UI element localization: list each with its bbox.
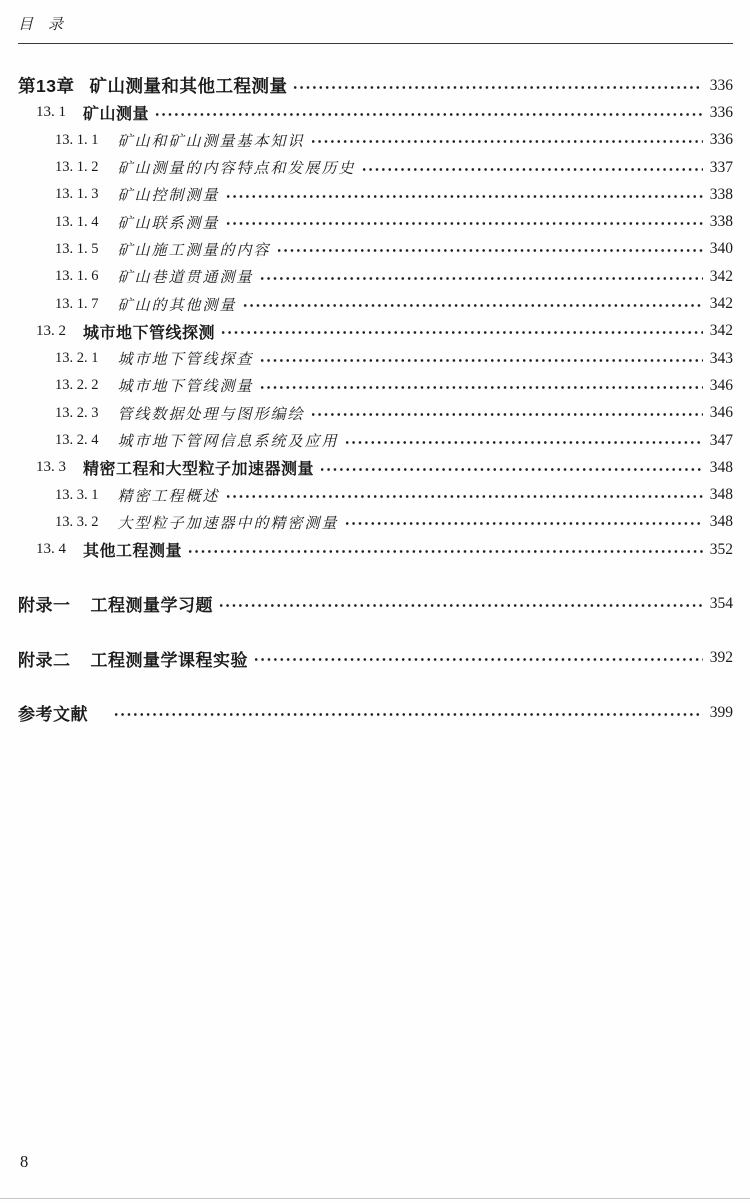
toc-list (0, 72, 750, 726)
toc-entry (18, 318, 733, 345)
dot-leader (187, 548, 703, 555)
toc-entry-number: 13. 1. 4 (55, 213, 99, 230)
header-title: 目 录 (18, 17, 64, 33)
toc-entry (18, 427, 733, 454)
toc-entry-page: 342 (709, 322, 733, 340)
toc-entry (18, 645, 733, 672)
toc-entry (18, 290, 733, 317)
toc-entry (18, 72, 733, 99)
dot-leader (225, 220, 703, 227)
toc-entry-number: 附录一 (18, 596, 71, 616)
toc-entry-page: 346 (709, 404, 733, 422)
header-rule (18, 43, 733, 44)
dot-leader (292, 84, 702, 91)
toc-entry-title: 矿山和矿山测量基本知识 (117, 133, 305, 150)
dot-leader (220, 329, 703, 336)
toc-entry-number: 13. 1 (36, 104, 66, 121)
toc-entry-page: 399 (709, 703, 733, 721)
toc-entry (18, 509, 733, 536)
toc-entry-number: 13. 1. 5 (55, 240, 99, 257)
dot-leader (218, 602, 703, 609)
toc-entry-number: 13. 2. 1 (55, 350, 99, 367)
dot-leader (225, 493, 703, 500)
toc-entry-title: 城市地下管线测量 (117, 379, 254, 396)
toc-entry (18, 536, 733, 563)
toc-entry-page: 352 (709, 540, 733, 558)
dot-leader (276, 247, 703, 254)
dot-leader (361, 166, 703, 173)
toc-entry-number: 13. 3. 1 (55, 486, 99, 503)
toc-entry-number: 参考文献 (18, 705, 88, 725)
dot-leader (310, 411, 703, 418)
toc-entry (18, 99, 733, 126)
toc-entry-page: 392 (709, 649, 733, 667)
toc-entry-page: 337 (709, 158, 733, 176)
page-header (0, 0, 750, 44)
toc-entry-number: 13. 2 (36, 322, 66, 339)
toc-entry-title: 管线数据处理与图形编绘 (117, 406, 305, 423)
toc-entry-title: 精密工程概述 (117, 488, 220, 505)
dot-leader (310, 138, 703, 145)
toc-entry (18, 372, 733, 399)
toc-entry-page: 354 (709, 594, 733, 612)
toc-entry (18, 181, 733, 208)
toc-entry-page: 336 (709, 76, 733, 94)
toc-entry (18, 590, 733, 617)
footer-page-number: 8 (20, 1152, 29, 1171)
toc-entry-page: 342 (709, 295, 733, 313)
toc-entry-title: 矿山控制测量 (117, 188, 220, 205)
toc-entry-page: 343 (709, 349, 733, 367)
toc-entry (18, 236, 733, 263)
toc-entry-title: 大型粒子加速器中的精密测量 (117, 515, 339, 532)
toc-entry-title: 矿山的其他测量 (117, 297, 237, 314)
dot-leader (259, 357, 703, 364)
toc-entry-title: 矿山测量 (83, 106, 150, 124)
toc-entry-page: 340 (709, 240, 733, 258)
toc-entry-page: 338 (709, 185, 733, 203)
dot-leader (344, 439, 703, 446)
toc-entry-page: 336 (709, 103, 733, 121)
dot-leader (344, 520, 703, 527)
scan-bottom-edge (0, 1198, 750, 1199)
toc-entry-title: 工程测量学课程实验 (90, 650, 248, 670)
toc-entry-number: 附录二 (18, 650, 71, 670)
toc-entry-title: 工程测量学习题 (90, 596, 213, 616)
toc-entry-number: 13. 2. 4 (55, 432, 99, 448)
toc-entry (18, 481, 733, 508)
toc-entry-page: 348 (709, 458, 733, 476)
toc-entry-title: 矿山测量和其他工程测量 (89, 76, 288, 97)
toc-entry-title: 精密工程和大型粒子加速器测量 (83, 461, 315, 479)
dot-leader (113, 711, 703, 718)
toc-entry-title: 城市地下管线探测 (83, 324, 216, 342)
toc-entry-number: 13. 1. 1 (55, 131, 99, 148)
toc-entry-number: 13. 3 (36, 459, 66, 476)
toc-entry-number: 13. 2. 2 (55, 377, 99, 394)
toc-entry-number: 13. 1. 6 (55, 268, 99, 285)
toc-entry-title: 其他工程测量 (83, 543, 183, 561)
dot-leader (259, 384, 703, 391)
toc-entry-title: 矿山巷道贯通测量 (117, 270, 254, 287)
toc-entry-page: 347 (709, 431, 733, 449)
toc-entry (18, 263, 733, 290)
toc-entry-page: 338 (709, 213, 733, 231)
toc-entry-page: 346 (709, 376, 733, 394)
toc-entry (18, 699, 733, 726)
toc-entry-title: 矿山联系测量 (117, 215, 220, 232)
toc-entry-number: 13. 1. 2 (55, 159, 99, 176)
dot-leader (259, 275, 703, 282)
toc-entry (18, 345, 733, 372)
toc-entry-page: 342 (709, 267, 733, 285)
toc-entry (18, 400, 733, 427)
toc-entry (18, 154, 733, 181)
toc-entry (18, 454, 733, 481)
toc-entry-page: 336 (709, 131, 733, 149)
dot-leader (242, 302, 703, 309)
toc-entry-title: 矿山施工测量的内容 (117, 242, 271, 259)
toc-entry-page: 348 (709, 486, 733, 504)
toc-entry-page: 348 (709, 513, 733, 531)
toc-entry-number: 13. 1. 7 (55, 295, 99, 312)
toc-entry-title: 城市地下管线探查 (117, 352, 254, 369)
toc-entry-number: 第13章 (18, 76, 75, 97)
toc-entry (18, 127, 733, 154)
dot-leader (253, 656, 703, 663)
toc-entry-number: 13. 2. 3 (55, 404, 99, 421)
dot-leader (225, 193, 703, 200)
toc-entry-title: 矿山测量的内容特点和发展历史 (117, 161, 356, 178)
toc-entry (18, 208, 733, 235)
toc-entry-number: 13. 3. 2 (55, 513, 99, 530)
dot-leader (154, 111, 703, 118)
toc-entry-number: 13. 1. 3 (55, 186, 99, 203)
toc-entry-title: 城市地下管网信息系统及应用 (117, 434, 339, 450)
toc-entry-number: 13. 4 (36, 541, 66, 558)
dot-leader (319, 466, 703, 473)
